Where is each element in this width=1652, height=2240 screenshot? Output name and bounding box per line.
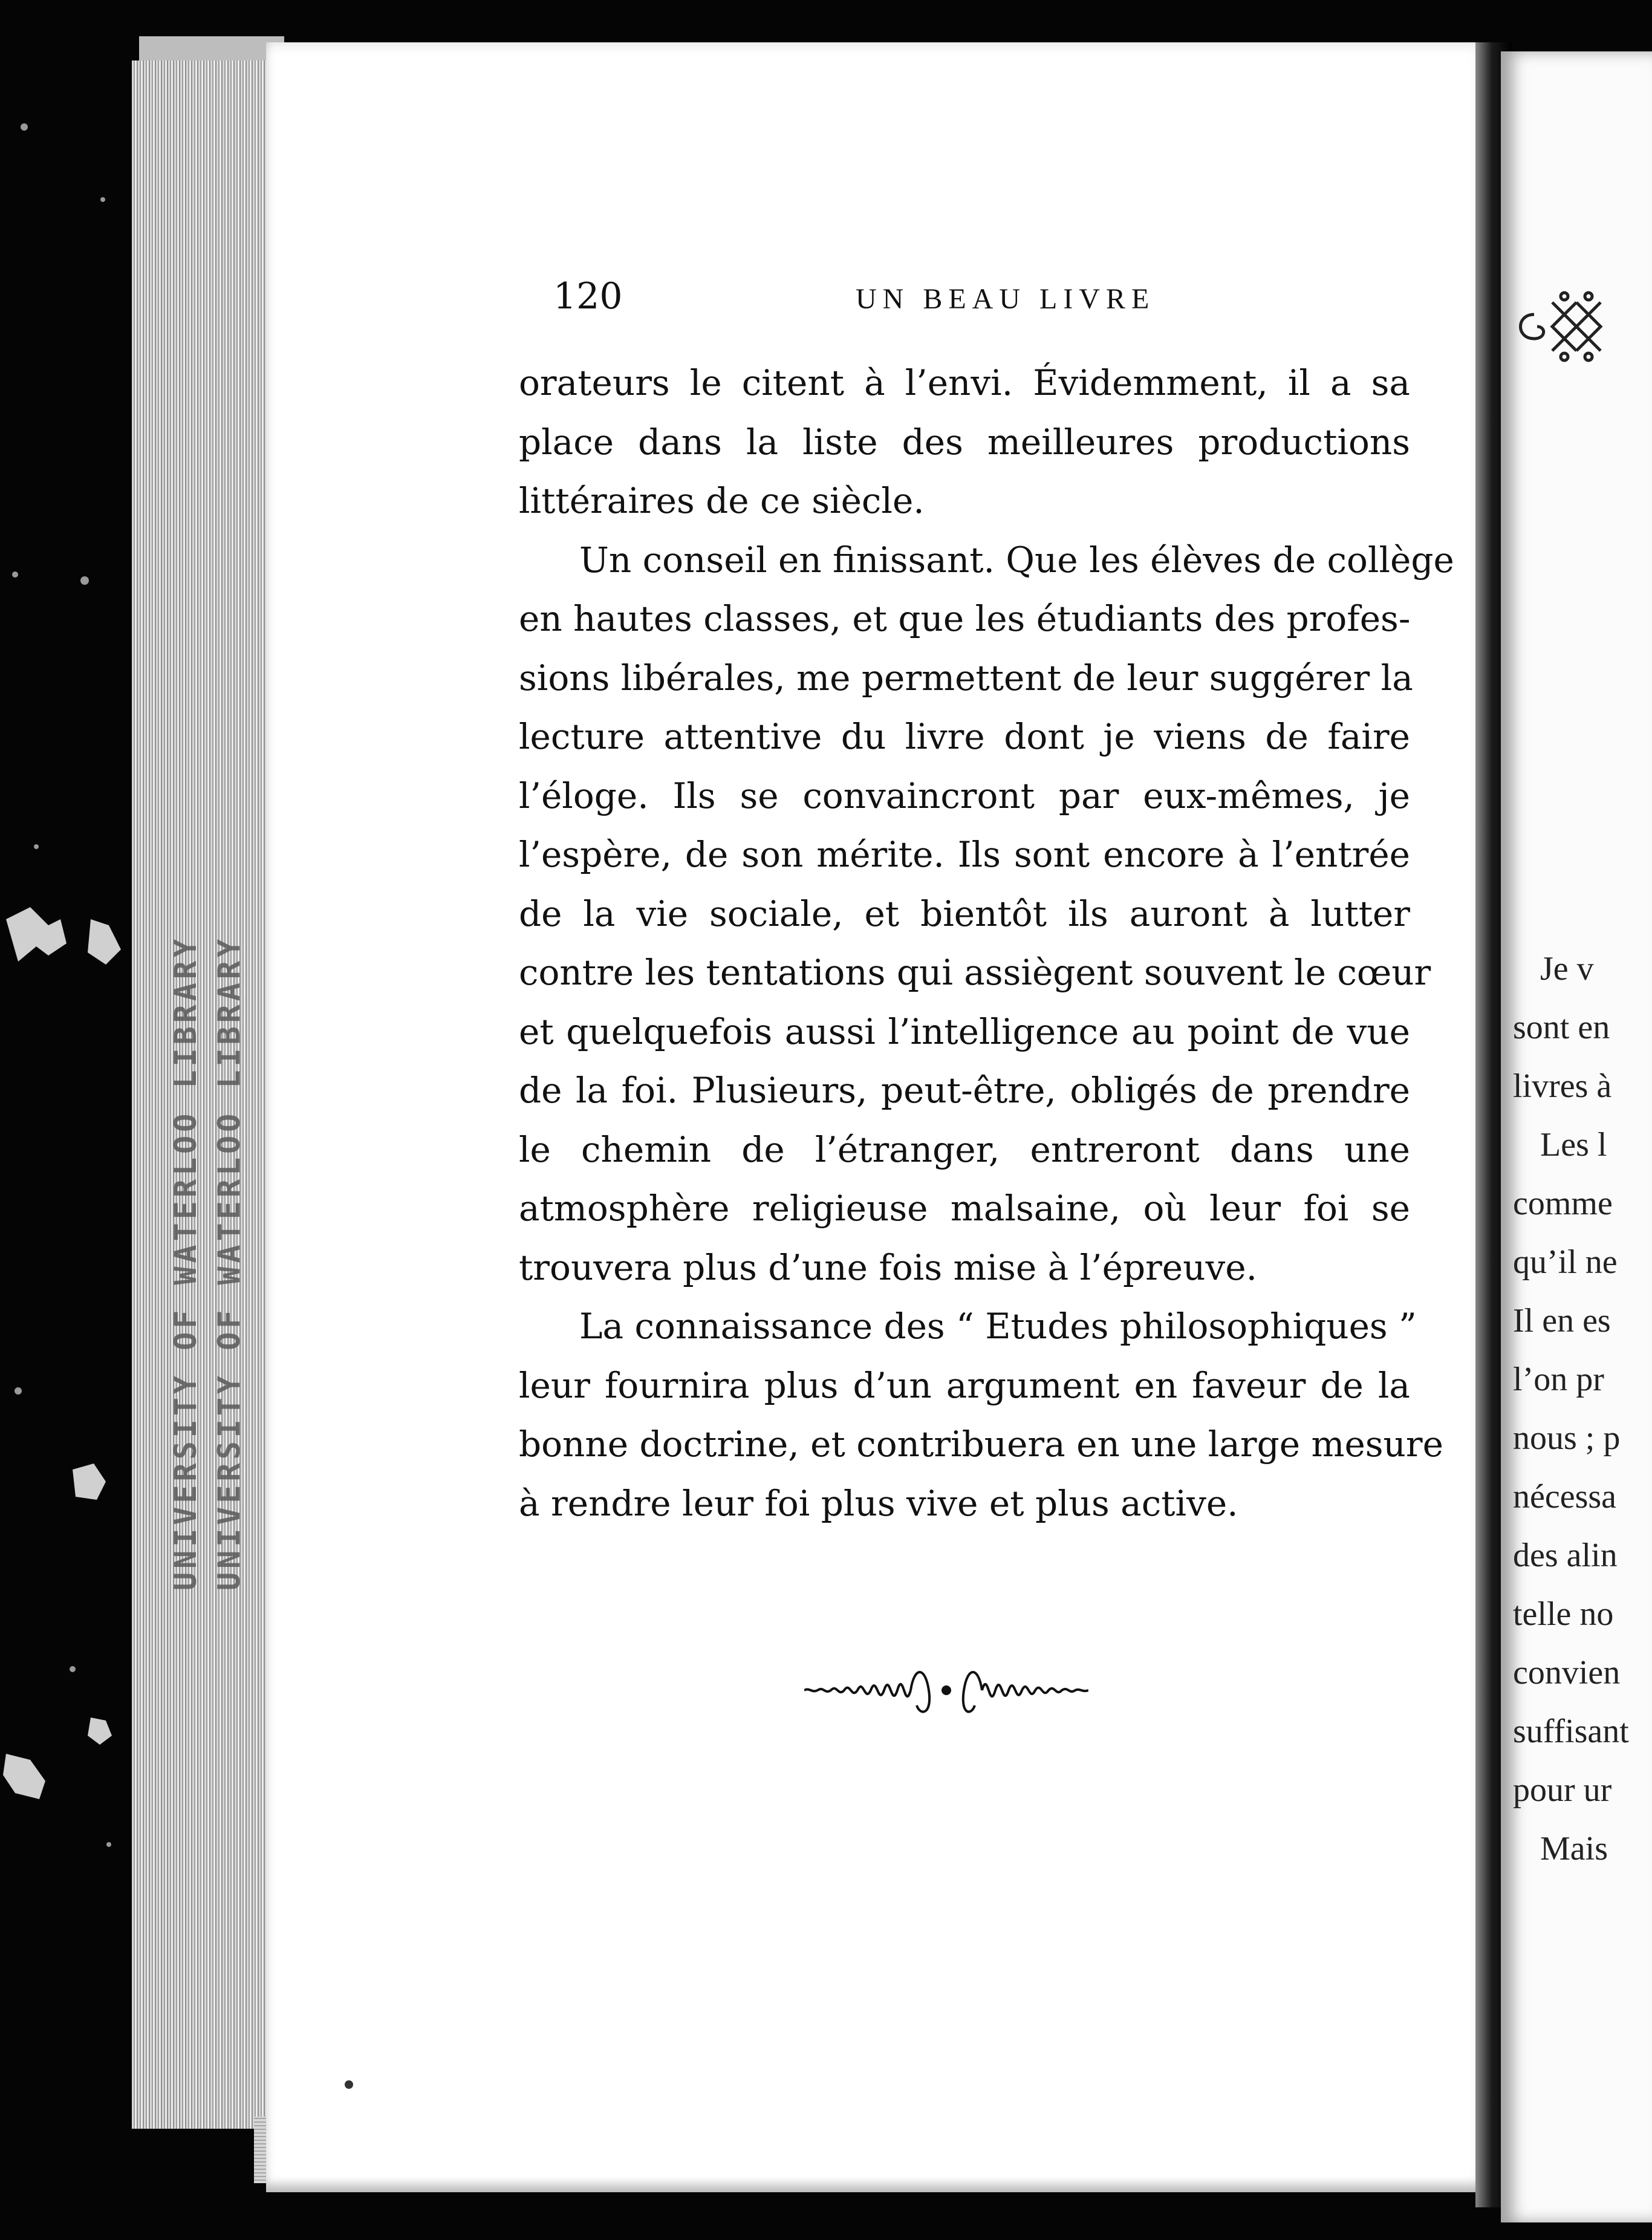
page-number: 120	[553, 275, 623, 317]
next-page-line: qu’il ne	[1513, 1243, 1618, 1281]
next-page-line: Je v	[1540, 950, 1594, 988]
text-line: orateurs le citent à l’envi. Évidemment, il a sa	[519, 362, 1410, 403]
next-page-line: comme	[1513, 1185, 1613, 1222]
scan-noise	[0, 0, 133, 2240]
text-line: contre les tentations qui assiègent souvent le cœur	[519, 952, 1431, 993]
next-page-line: Mais	[1540, 1830, 1608, 1867]
stamp-line-2: UNIVERSITY OF WATERLOO LIBRARY	[212, 935, 247, 1590]
next-page-line: livres à	[1513, 1067, 1612, 1105]
text-line: La connaissance des “ Etudes philosophiques ”	[579, 1306, 1417, 1347]
text-line: de la foi. Plusieurs, peut-être, obligés de prendre	[519, 1070, 1410, 1111]
chapter-ornament	[1510, 278, 1619, 369]
next-page-line: Il en es	[1513, 1302, 1611, 1340]
text-line: l’espère, de son mérite. Ils sont encore à l’entrée	[519, 834, 1410, 875]
stamp-line-1: UNIVERSITY OF WATERLOO LIBRARY	[168, 935, 203, 1590]
right-page-fragment	[1501, 51, 1652, 2222]
tailpiece-ornament	[804, 1663, 1088, 1717]
text-line: littéraires de ce siècle.	[519, 480, 925, 521]
text-line: l’éloge. Ils se convaincront par eux-mêmes, je	[519, 775, 1410, 816]
text-line: en hautes classes, et que les étudiants des profes-	[519, 598, 1411, 639]
text-line: bonne doctrine, et contribuera en une large mesure	[519, 1424, 1443, 1465]
text-line: place dans la liste des meilleures productions	[519, 421, 1410, 463]
ink-dot	[345, 2080, 353, 2089]
next-page-line: sont en	[1513, 1009, 1610, 1046]
text-line: et quelquefois aussi l’intelligence au point de vue	[519, 1011, 1410, 1052]
next-page-line: des alin	[1513, 1537, 1618, 1574]
text-line: lecture attentive du livre dont je viens de faire	[519, 716, 1410, 757]
text-line: trouvera plus d’une fois mise à l’épreuve.	[519, 1246, 1258, 1288]
next-page-line: l’on pr	[1513, 1361, 1604, 1398]
text-line: atmosphère religieuse malsaine, où leur foi se	[519, 1188, 1410, 1229]
next-page-line: nous ; p	[1513, 1419, 1621, 1457]
library-stamp	[166, 895, 257, 1590]
text-line: Un conseil en finissant. Que les élèves de collège	[579, 539, 1454, 581]
body-text	[519, 354, 1454, 1533]
next-page-line: suffisant	[1513, 1713, 1629, 1750]
next-page-line: nécessa	[1513, 1478, 1617, 1516]
next-page-line: pour ur	[1513, 1771, 1612, 1809]
text-line: sions libérales, me permettent de leur suggérer la	[519, 657, 1413, 698]
text-line: de la vie sociale, et bientôt ils auront à lutter	[519, 893, 1410, 934]
running-head	[553, 275, 1158, 324]
text-line: à rendre leur foi plus vive et plus active.	[519, 1482, 1238, 1524]
text-line: le chemin de l’étranger, entreront dans une	[519, 1128, 1410, 1170]
next-page-line: telle no	[1513, 1595, 1614, 1633]
next-page-line: Les l	[1540, 1126, 1607, 1164]
text-line: leur fournira plus d’un argument en faveur de la	[519, 1364, 1410, 1406]
running-title: UN BEAU LIVRE	[856, 283, 1156, 315]
next-page-line: convien	[1513, 1654, 1621, 1691]
